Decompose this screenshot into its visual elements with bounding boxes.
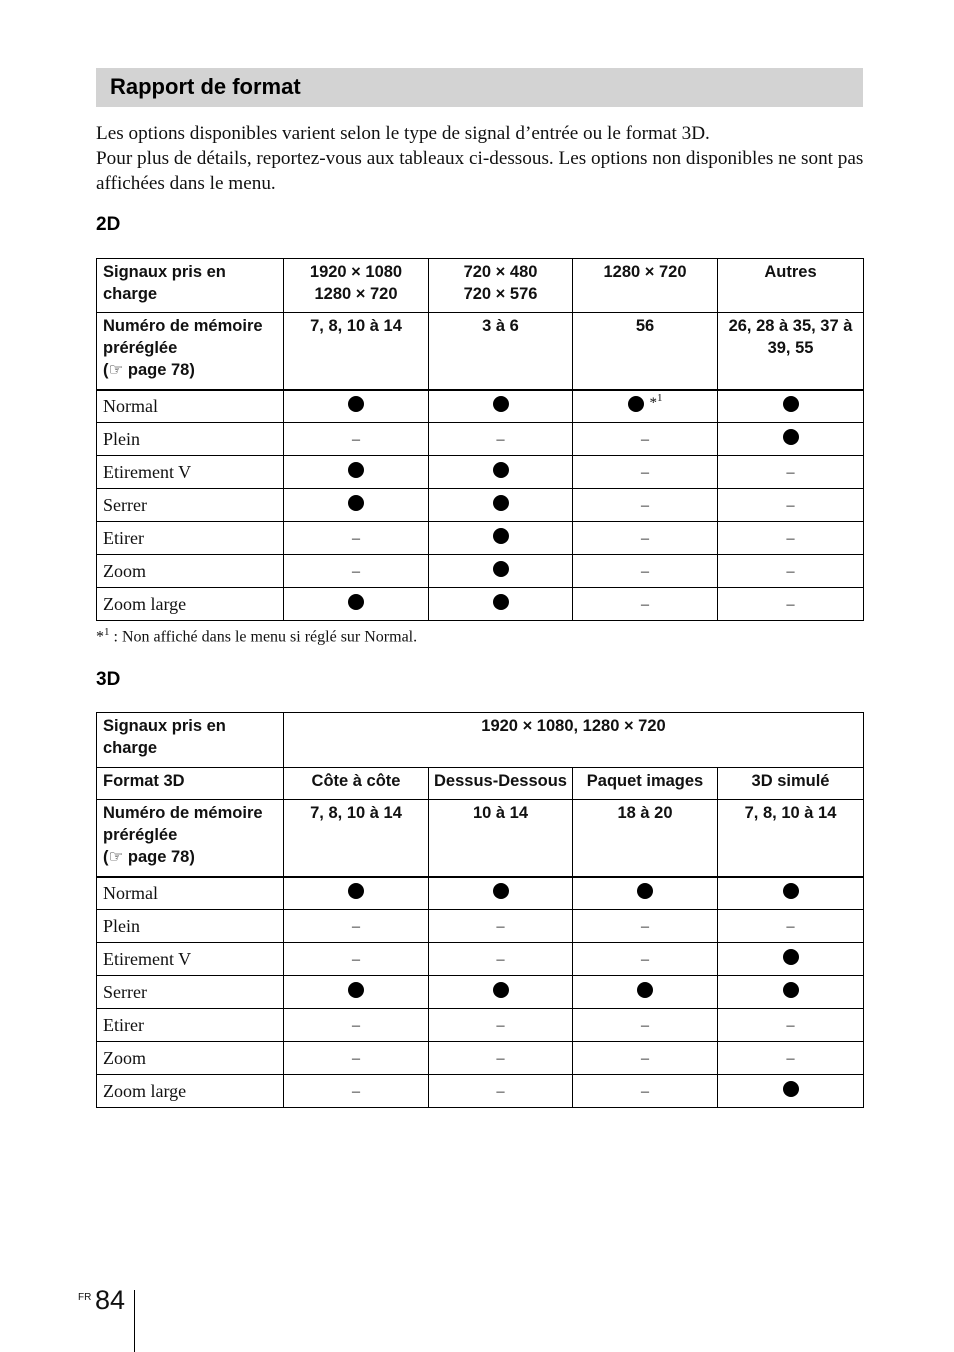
option-label: Zoom large [97, 1075, 284, 1108]
availability-cell [284, 423, 429, 456]
footnote-marker: * [96, 628, 104, 646]
availability-cell [429, 555, 573, 588]
available-dot-icon [348, 594, 364, 610]
preset-cell: 56 [573, 313, 718, 390]
signal-cell [429, 259, 573, 313]
preset-cell: 10 à 14 [429, 800, 573, 877]
option-label: Plein [97, 423, 284, 456]
unavailable-dash: – [352, 431, 360, 448]
signal-label-cell [97, 259, 284, 313]
option-label: Normal [97, 877, 284, 910]
availability-cell [429, 976, 573, 1009]
available-dot-icon [348, 495, 364, 511]
format-cell: 3D simulé [718, 768, 864, 800]
option-row [97, 1042, 864, 1075]
unavailable-dash: – [641, 1017, 649, 1034]
signal-line-1: 1280 × 720 [603, 263, 687, 281]
preset-cell: 7, 8, 10 à 14 [284, 313, 429, 390]
preset-label-line-2: préréglée [103, 826, 178, 844]
unavailable-dash: – [496, 431, 505, 448]
available-dot-icon [637, 883, 653, 899]
format-label-cell: Format 3D [97, 768, 284, 800]
signal-cell: 1920 × 1080, 1280 × 720 [284, 713, 864, 768]
unavailable-dash: – [641, 431, 649, 448]
availability-cell [573, 943, 718, 976]
option-row [97, 555, 864, 588]
signal-line-1: 720 × 480 [463, 263, 538, 281]
table-3d-body [97, 877, 864, 1108]
option-label: Serrer [97, 489, 284, 522]
signal-line-2: 720 × 576 [463, 285, 538, 303]
unavailable-dash: – [496, 1050, 505, 1067]
available-dot-icon [348, 396, 364, 412]
option-label: Zoom large [97, 588, 284, 621]
note-ref [649, 392, 663, 412]
option-label: Etirer [97, 522, 284, 555]
availability-cell [573, 522, 718, 555]
availability-cell [429, 1042, 573, 1075]
footnote-number: 1 [104, 626, 110, 638]
availability-cell [573, 423, 718, 456]
option-label: Normal [97, 390, 284, 423]
option-row [97, 588, 864, 621]
availability-cell [284, 489, 429, 522]
option-row [97, 1075, 864, 1108]
note-ref-marker: * [649, 395, 657, 412]
unavailable-dash: – [786, 563, 795, 580]
availability-cell [718, 423, 864, 456]
unavailable-dash: – [641, 1083, 649, 1100]
signal-cell [284, 259, 429, 313]
available-dot-icon [783, 396, 799, 412]
availability-cell [429, 1075, 573, 1108]
availability-cell [284, 877, 429, 910]
available-dot-icon [493, 982, 509, 998]
preset-cell: 26, 28 à 35, 37 à 39, 55 [718, 313, 864, 390]
availability-cell [718, 1075, 864, 1108]
preset-cell: 18 à 20 [573, 800, 718, 877]
availability-cell [284, 390, 429, 423]
table-3d [96, 712, 864, 1108]
availability-cell [284, 456, 429, 489]
signal-label: Signaux pris en charge [103, 263, 226, 303]
option-label: Zoom [97, 555, 284, 588]
note-ref-number: 1 [657, 392, 663, 405]
availability-cell [429, 877, 573, 910]
option-label: Etirer [97, 1009, 284, 1042]
availability-cell [429, 943, 573, 976]
signal-line-1: Autres [764, 263, 817, 281]
available-dot-icon [493, 396, 509, 412]
page-number-value: 84 [95, 1285, 126, 1315]
availability-cell [284, 522, 429, 555]
availability-cell [284, 943, 429, 976]
preset-label-line-3: page 78) [127, 848, 195, 866]
table-3d-format-row [97, 768, 864, 800]
table-3d-signal-row [97, 713, 864, 768]
unavailable-dash: – [496, 1017, 505, 1034]
availability-cell [284, 910, 429, 943]
option-row [97, 456, 864, 489]
availability-cell [718, 456, 864, 489]
heading-2d: 2D [96, 214, 121, 235]
section-header-bar [96, 68, 863, 107]
preset-label-line-1: Numéro de mémoire [103, 804, 263, 822]
unavailable-dash: – [352, 530, 360, 547]
available-dot-icon [493, 528, 509, 544]
unavailable-dash: – [786, 497, 795, 514]
table-3d-preset-row [97, 800, 864, 877]
unavailable-dash: – [352, 563, 360, 580]
signal-label: Signaux pris en charge [103, 717, 226, 757]
option-row [97, 522, 864, 555]
available-dot-icon [493, 594, 509, 610]
unavailable-dash: – [786, 530, 795, 547]
unavailable-dash: – [641, 530, 649, 547]
availability-cell [718, 522, 864, 555]
availability-cell [573, 456, 718, 489]
availability-cell [284, 976, 429, 1009]
signal-cell [718, 259, 864, 313]
preset-cell: 7, 8, 10 à 14 [284, 800, 429, 877]
preset-label-line-3: page 78) [127, 361, 195, 379]
table-2d-preset-row [97, 313, 864, 390]
availability-cell [718, 489, 864, 522]
unavailable-dash: – [496, 1083, 505, 1100]
availability-cell [573, 1009, 718, 1042]
unavailable-dash: – [641, 464, 649, 481]
available-dot-icon [348, 462, 364, 478]
availability-cell [718, 1009, 864, 1042]
unavailable-dash: – [786, 596, 795, 613]
availability-cell [573, 390, 718, 423]
availability-cell [284, 588, 429, 621]
paren-open: ( [103, 361, 109, 379]
unavailable-dash: – [641, 1050, 649, 1067]
unavailable-dash: – [641, 563, 649, 580]
availability-cell [718, 877, 864, 910]
unavailable-dash: – [352, 918, 360, 935]
preset-label-line-1: Numéro de mémoire [103, 317, 263, 335]
paren-open: ( [103, 848, 109, 866]
availability-cell [573, 489, 718, 522]
availability-cell [718, 1042, 864, 1075]
option-row [97, 976, 864, 1009]
availability-cell [573, 1042, 718, 1075]
preset-label-cell [97, 800, 284, 877]
option-label: Etirement V [97, 943, 284, 976]
availability-cell [573, 555, 718, 588]
signal-cell [573, 259, 718, 313]
format-cell: Paquet images [573, 768, 718, 800]
option-row [97, 943, 864, 976]
option-row [97, 390, 864, 423]
unavailable-dash: – [496, 951, 505, 968]
option-label: Plein [97, 910, 284, 943]
availability-cell [573, 1075, 718, 1108]
option-label: Serrer [97, 976, 284, 1009]
option-row [97, 489, 864, 522]
option-row [97, 877, 864, 910]
available-dot-icon [493, 495, 509, 511]
availability-cell [429, 489, 573, 522]
unavailable-dash: – [496, 918, 505, 935]
preset-cell: 7, 8, 10 à 14 [718, 800, 864, 877]
available-dot-icon [783, 1081, 799, 1097]
availability-cell [718, 976, 864, 1009]
signal-line-1: 1920 × 1080 [309, 263, 403, 281]
availability-cell [429, 390, 573, 423]
intro-text [96, 121, 866, 196]
unavailable-dash: – [786, 464, 795, 481]
unavailable-dash: – [641, 951, 649, 968]
availability-cell [718, 555, 864, 588]
preset-cell: 3 à 6 [429, 313, 573, 390]
available-dot-icon [493, 561, 509, 577]
preset-label-cell [97, 313, 284, 390]
unavailable-dash: – [352, 1050, 360, 1067]
pointing-hand-icon: ☞ [108, 848, 124, 866]
section-title: Rapport de format [110, 74, 301, 99]
availability-cell [429, 456, 573, 489]
table-2d-body [97, 390, 864, 621]
availability-cell [284, 1042, 429, 1075]
available-dot-icon [348, 883, 364, 899]
format-cell: Côte à côte [284, 768, 429, 800]
pointing-hand-icon: ☞ [108, 361, 124, 379]
available-dot-icon [493, 883, 509, 899]
unavailable-dash: – [352, 1017, 360, 1034]
availability-cell [573, 976, 718, 1009]
footnote-2d [96, 626, 417, 646]
available-dot-icon [783, 949, 799, 965]
available-dot-icon [783, 429, 799, 445]
page-margin-rule [134, 1290, 135, 1352]
available-dot-icon [637, 982, 653, 998]
availability-cell [429, 522, 573, 555]
format-cell: Dessus-Dessous [429, 768, 573, 800]
availability-cell [718, 588, 864, 621]
unavailable-dash: – [641, 918, 649, 935]
unavailable-dash: – [352, 951, 360, 968]
available-dot-icon [783, 982, 799, 998]
footnote-text: : Non affiché dans le menu si réglé sur Normal. [109, 628, 418, 646]
availability-cell [429, 423, 573, 456]
availability-cell [429, 910, 573, 943]
table-2d [96, 258, 864, 621]
option-row [97, 423, 864, 456]
available-dot-icon [348, 982, 364, 998]
availability-cell [573, 877, 718, 910]
option-label: Zoom [97, 1042, 284, 1075]
option-row [97, 1009, 864, 1042]
intro-line-1: Les options disponibles varient selon le type de signal d’entrée ou le format 3D. [96, 123, 710, 144]
availability-cell [284, 1075, 429, 1108]
available-dot-icon [783, 883, 799, 899]
available-dot-icon [493, 462, 509, 478]
signal-label-cell [97, 713, 284, 768]
unavailable-dash: – [641, 497, 649, 514]
availability-cell [284, 1009, 429, 1042]
availability-cell [284, 555, 429, 588]
unavailable-dash: – [786, 1050, 795, 1067]
availability-cell [718, 943, 864, 976]
heading-3d: 3D [96, 669, 121, 690]
availability-cell [429, 1009, 573, 1042]
availability-cell [429, 588, 573, 621]
option-label: Etirement V [97, 456, 284, 489]
availability-cell [573, 910, 718, 943]
intro-line-2: Pour plus de détails, reportez-vous aux tableaux ci-dessous. Les options non disponibles ne sont pas affichées dans le menu. [96, 148, 864, 194]
available-dot-icon [628, 396, 644, 412]
signal-line-2: 1280 × 720 [314, 285, 398, 303]
page-lang: FR [78, 1292, 92, 1303]
availability-cell [718, 390, 864, 423]
unavailable-dash: – [641, 596, 649, 613]
unavailable-dash: – [786, 918, 795, 935]
preset-label-line-2: préréglée [103, 339, 178, 357]
unavailable-dash: – [786, 1017, 795, 1034]
table-2d-signal-row [97, 259, 864, 313]
availability-cell [718, 910, 864, 943]
option-row [97, 910, 864, 943]
availability-cell [573, 588, 718, 621]
unavailable-dash: – [352, 1083, 360, 1100]
